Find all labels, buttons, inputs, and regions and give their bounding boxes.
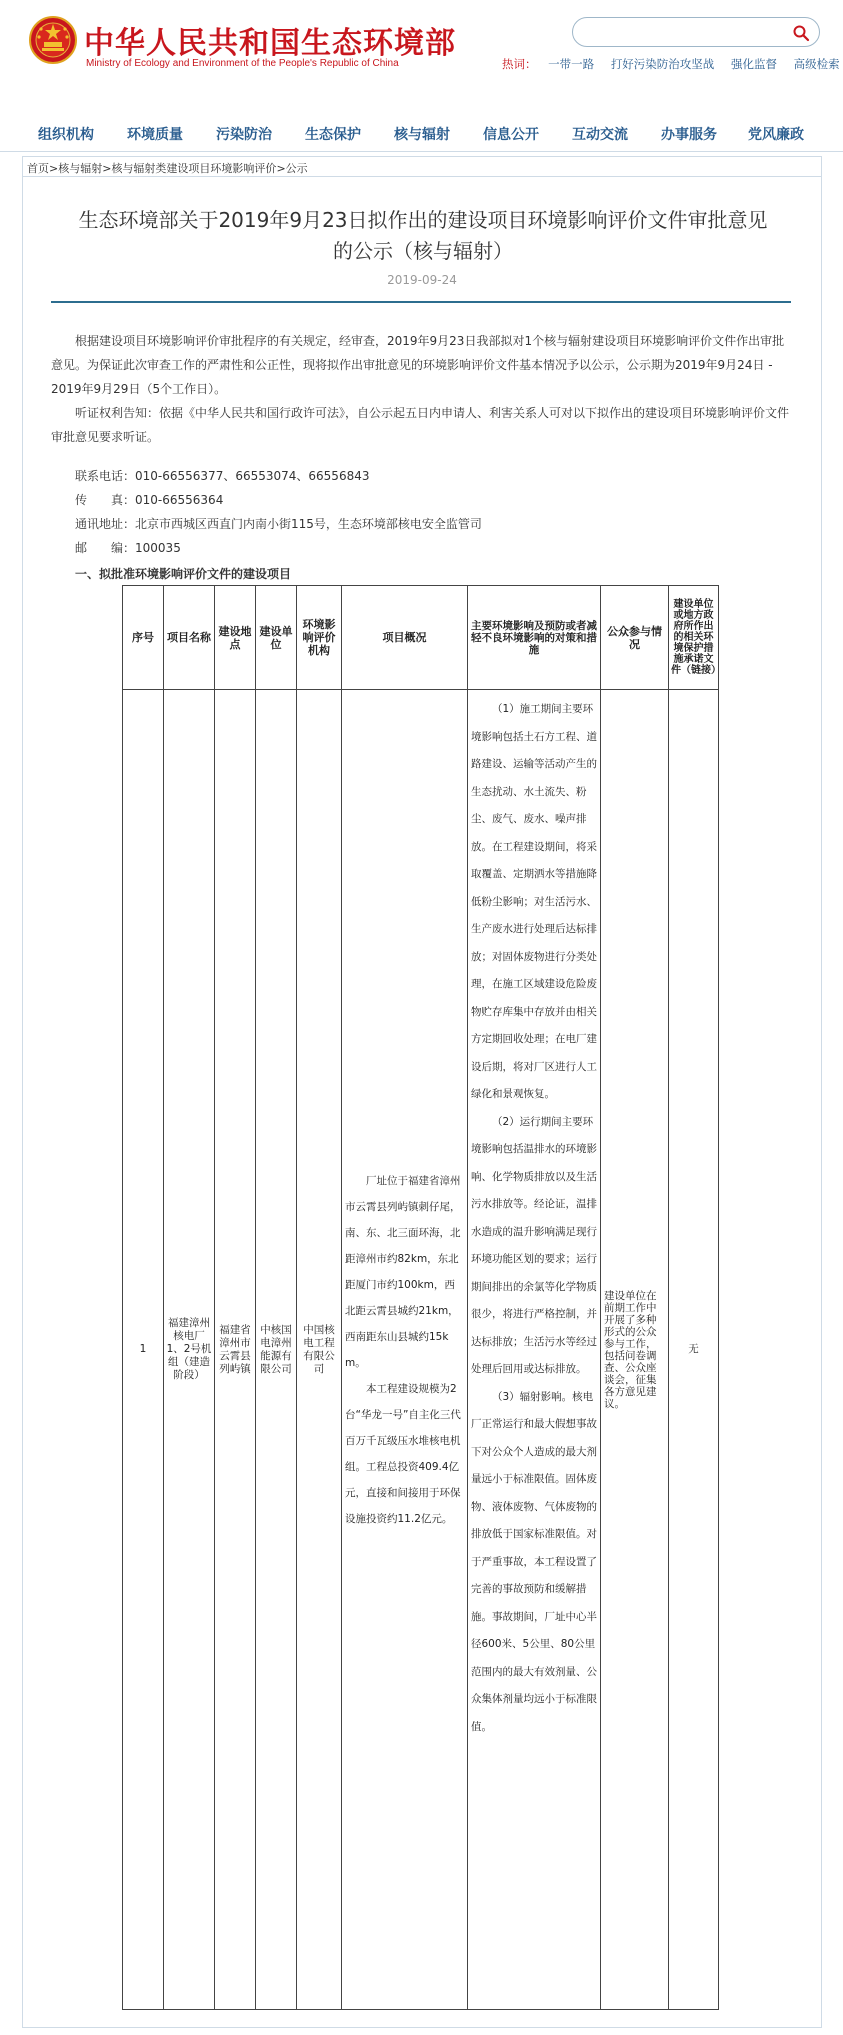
contact-phone-label: 联系电话：: [75, 469, 136, 483]
table-header: [256, 586, 297, 690]
commitment-link[interactable]: 无: [688, 1343, 699, 1355]
hot-words-label: 热词：: [502, 57, 537, 71]
table-header: 项目概况: [342, 586, 468, 690]
table-header: [164, 586, 215, 690]
eia-agency: 中国核电工程有限公司: [303, 1323, 335, 1375]
table-header: [669, 586, 719, 690]
table-header-row: [123, 586, 719, 690]
main-nav: [0, 118, 843, 152]
breadcrumb-separator: >: [49, 162, 59, 175]
public-participation: 建设单位在前期工作中开展了多种形式的公众参与工作，包括问卷调查、公众座谈会，征集各方意见建议。: [604, 1289, 657, 1410]
project-builder: 中核国电漳州能源有限公司: [260, 1323, 292, 1375]
impact-paragraph: （2）运行期间主要环境影响包括温排水的环境影响、化学物质排放以及生活污水排放等。经论证，温排水造成的温升影响满足现行环境功能区划的要求；运行期间排出的余氯等化学物质很少，将进行严格控制，并达标排放；生活污水等经过处理后回用或达标排放。: [471, 1115, 597, 1375]
table-header: [468, 586, 601, 690]
contact-address: [75, 515, 482, 532]
contact-fax-label: 传 真：: [75, 493, 136, 507]
article-container: [22, 176, 822, 2028]
breadcrumb-separator: >: [276, 162, 286, 175]
site-title[interactable]: 中华人民共和国生态环境部: [84, 26, 456, 61]
table-header-label: 建设单位或地方政府所作出的相关环境保护措施承诺文件（链接）: [671, 599, 721, 676]
nav-item-pollution[interactable]: 污染防治: [216, 127, 272, 143]
contact-postcode: [75, 539, 181, 556]
table-header: [297, 586, 342, 690]
hot-word-link[interactable]: 一带一路: [548, 57, 595, 71]
table-header-label: 主要环境影响及预防或者减轻不良环境影响的对策和措施: [471, 619, 597, 656]
project-name-cell: [164, 690, 215, 2010]
nav-item-info-disclosure[interactable]: 信息公开: [483, 127, 539, 143]
breadcrumb-home[interactable]: 首页: [27, 162, 49, 175]
contact-postcode-value: 100035: [135, 541, 181, 555]
title-divider: [51, 301, 791, 303]
nav-item-interaction[interactable]: 互动交流: [572, 127, 628, 143]
search-input[interactable]: [572, 17, 820, 47]
table-header-label: 公众参与情况: [607, 624, 662, 651]
search-icon[interactable]: [792, 24, 810, 42]
overview-cell: [342, 690, 468, 2010]
breadcrumb-nuclear[interactable]: 核与辐射: [58, 162, 103, 175]
hot-word-link[interactable]: 强化监督: [730, 57, 777, 71]
contact-fax: [75, 491, 223, 508]
builder-cell: [256, 690, 297, 2010]
table-header: [215, 586, 256, 690]
hot-word-link[interactable]: 打好污染防治攻坚战: [610, 57, 715, 71]
nav-item-env-quality[interactable]: 环境质量: [127, 127, 183, 143]
contact-phone-value: 010-66556377、66553074、66556843: [135, 469, 370, 483]
project-overview: [342, 1168, 467, 1532]
advanced-search-link[interactable]: 高级检索: [793, 57, 840, 71]
project-table: [122, 585, 719, 2010]
site-subtitle: Ministry of Ecology and Environment of the People's Republic of China: [86, 58, 399, 69]
overview-paragraph: 厂址位于福建省漳州市云霄县列屿镇刺仔尾，南、东、北三面环海，北距漳州市约82km，东北距厦门市约100km，西北距云霄县城约21km，西南距东山县城约15km。: [345, 1174, 461, 1369]
eia-agency-cell: [297, 690, 342, 2010]
row-index: 1: [123, 690, 164, 2010]
nav-item-eco-protection[interactable]: 生态保护: [305, 127, 361, 143]
contact-address-label: 通讯地址：: [75, 517, 136, 531]
breadcrumb-eia[interactable]: 核与辐射类建设项目环境影响评价: [111, 162, 277, 175]
hearing-notice: 听证权利告知：依据《中华人民共和国行政许可法》，自公示起五日内申请人、利害关系人可对以下拟作出的建设项目环境影响评价文件审批意见要求听证。: [51, 406, 790, 444]
contact-address-value: 北京市西城区西直门内南小街115号，生态环境部核电安全监管司: [135, 517, 482, 531]
article-title: 生态环境部关于2019年9月23日拟作出的建设项目环境影响评价文件审批意见的公示（核与辐射）: [78, 208, 768, 263]
intro-paragraph: 根据建设项目环境影响评价审批程序的有关规定，经审查，2019年9月23日我部拟对1个核与辐射建设项目环境影响评价文件作出审批意见。为保证此次审查工作的严肃性和公正性，现将拟作出审批意见的环境影响评价文件基本情况予以公示，公示期为2019年9月24日 - 2019年9月29日（5个工作日）。: [51, 334, 785, 396]
nav-item-party[interactable]: 党风廉政: [748, 127, 804, 143]
project-location: 福建省漳州市云霄县列屿镇: [219, 1323, 251, 1375]
impact-measures: [468, 690, 600, 1741]
overview-paragraph: 本工程建设规模为2台“华龙一号”自主化三代百万千瓦级压水堆核电机组。工程总投资409.4亿元，直接和间接用于环保设施投资约11.2亿元。: [345, 1382, 461, 1525]
contact-postcode-label: 邮 编：: [75, 541, 136, 555]
table-header-label: 项目名称: [167, 631, 211, 644]
breadcrumb-separator: >: [102, 162, 112, 175]
public-participation-cell: [601, 690, 669, 2010]
nav-item-nuclear[interactable]: 核与辐射: [394, 127, 450, 143]
table-header: 序号: [123, 586, 164, 690]
impact-paragraph: （3）辐射影响。核电厂正常运行和最大假想事故下对公众个人造成的最大剂量远小于标准限值。固体废物、液体废物、气体废物的排放低于国家标准限值。对于严重事故，本工程设置了完善的事故预防和缓解措施。事故期间，厂址中心半径600米、5公里、80公里范围内的最大有效剂量、公众集体剂量均远小于标准限值。: [471, 1390, 597, 1733]
hot-words-bar: [502, 56, 840, 72]
contact-phone: [75, 467, 370, 484]
commitment-cell: [669, 690, 719, 2010]
table-row: [123, 690, 719, 2010]
project-name: 福建漳州核电厂1、2号机组（建造阶段）: [166, 1317, 212, 1381]
nav-item-services[interactable]: 办事服务: [661, 127, 717, 143]
breadcrumb-current[interactable]: 公示: [285, 162, 308, 175]
table-header-label: 环境影响评价机构: [302, 618, 336, 657]
impact-paragraph: （1）施工期间主要环境影响包括土石方工程、道路建设、运输等活动产生的生态扰动、水土流失、粉尘、废气、废水、噪声排放。在工程建设期间，将采取覆盖、定期洒水等措施降低粉尘影响；对生活污水、生产废水进行处理后达标排放；对固体废物进行分类处理，在施工区域建设危险废物贮存库集中存放并由相关方定期回收处理；在电厂建设后期，将对厂区进行人工绿化和景观恢复。: [471, 703, 597, 1100]
section-title: 一、拟批准环境影响评价文件的建设项目: [75, 567, 292, 581]
table-header: [601, 586, 669, 690]
nav-item-organization[interactable]: 组织机构: [38, 127, 94, 143]
table-header-label: 建设单位: [259, 624, 293, 651]
breadcrumb: [22, 156, 822, 176]
article-date: 2019-09-24: [387, 273, 457, 287]
national-emblem-icon[interactable]: [28, 15, 78, 65]
location-cell: [215, 690, 256, 2010]
contact-fax-value: 010-66556364: [135, 493, 224, 507]
table-header-label: 建设地点: [218, 624, 252, 651]
site-header: [0, 0, 843, 112]
impact-cell: [468, 690, 601, 2010]
